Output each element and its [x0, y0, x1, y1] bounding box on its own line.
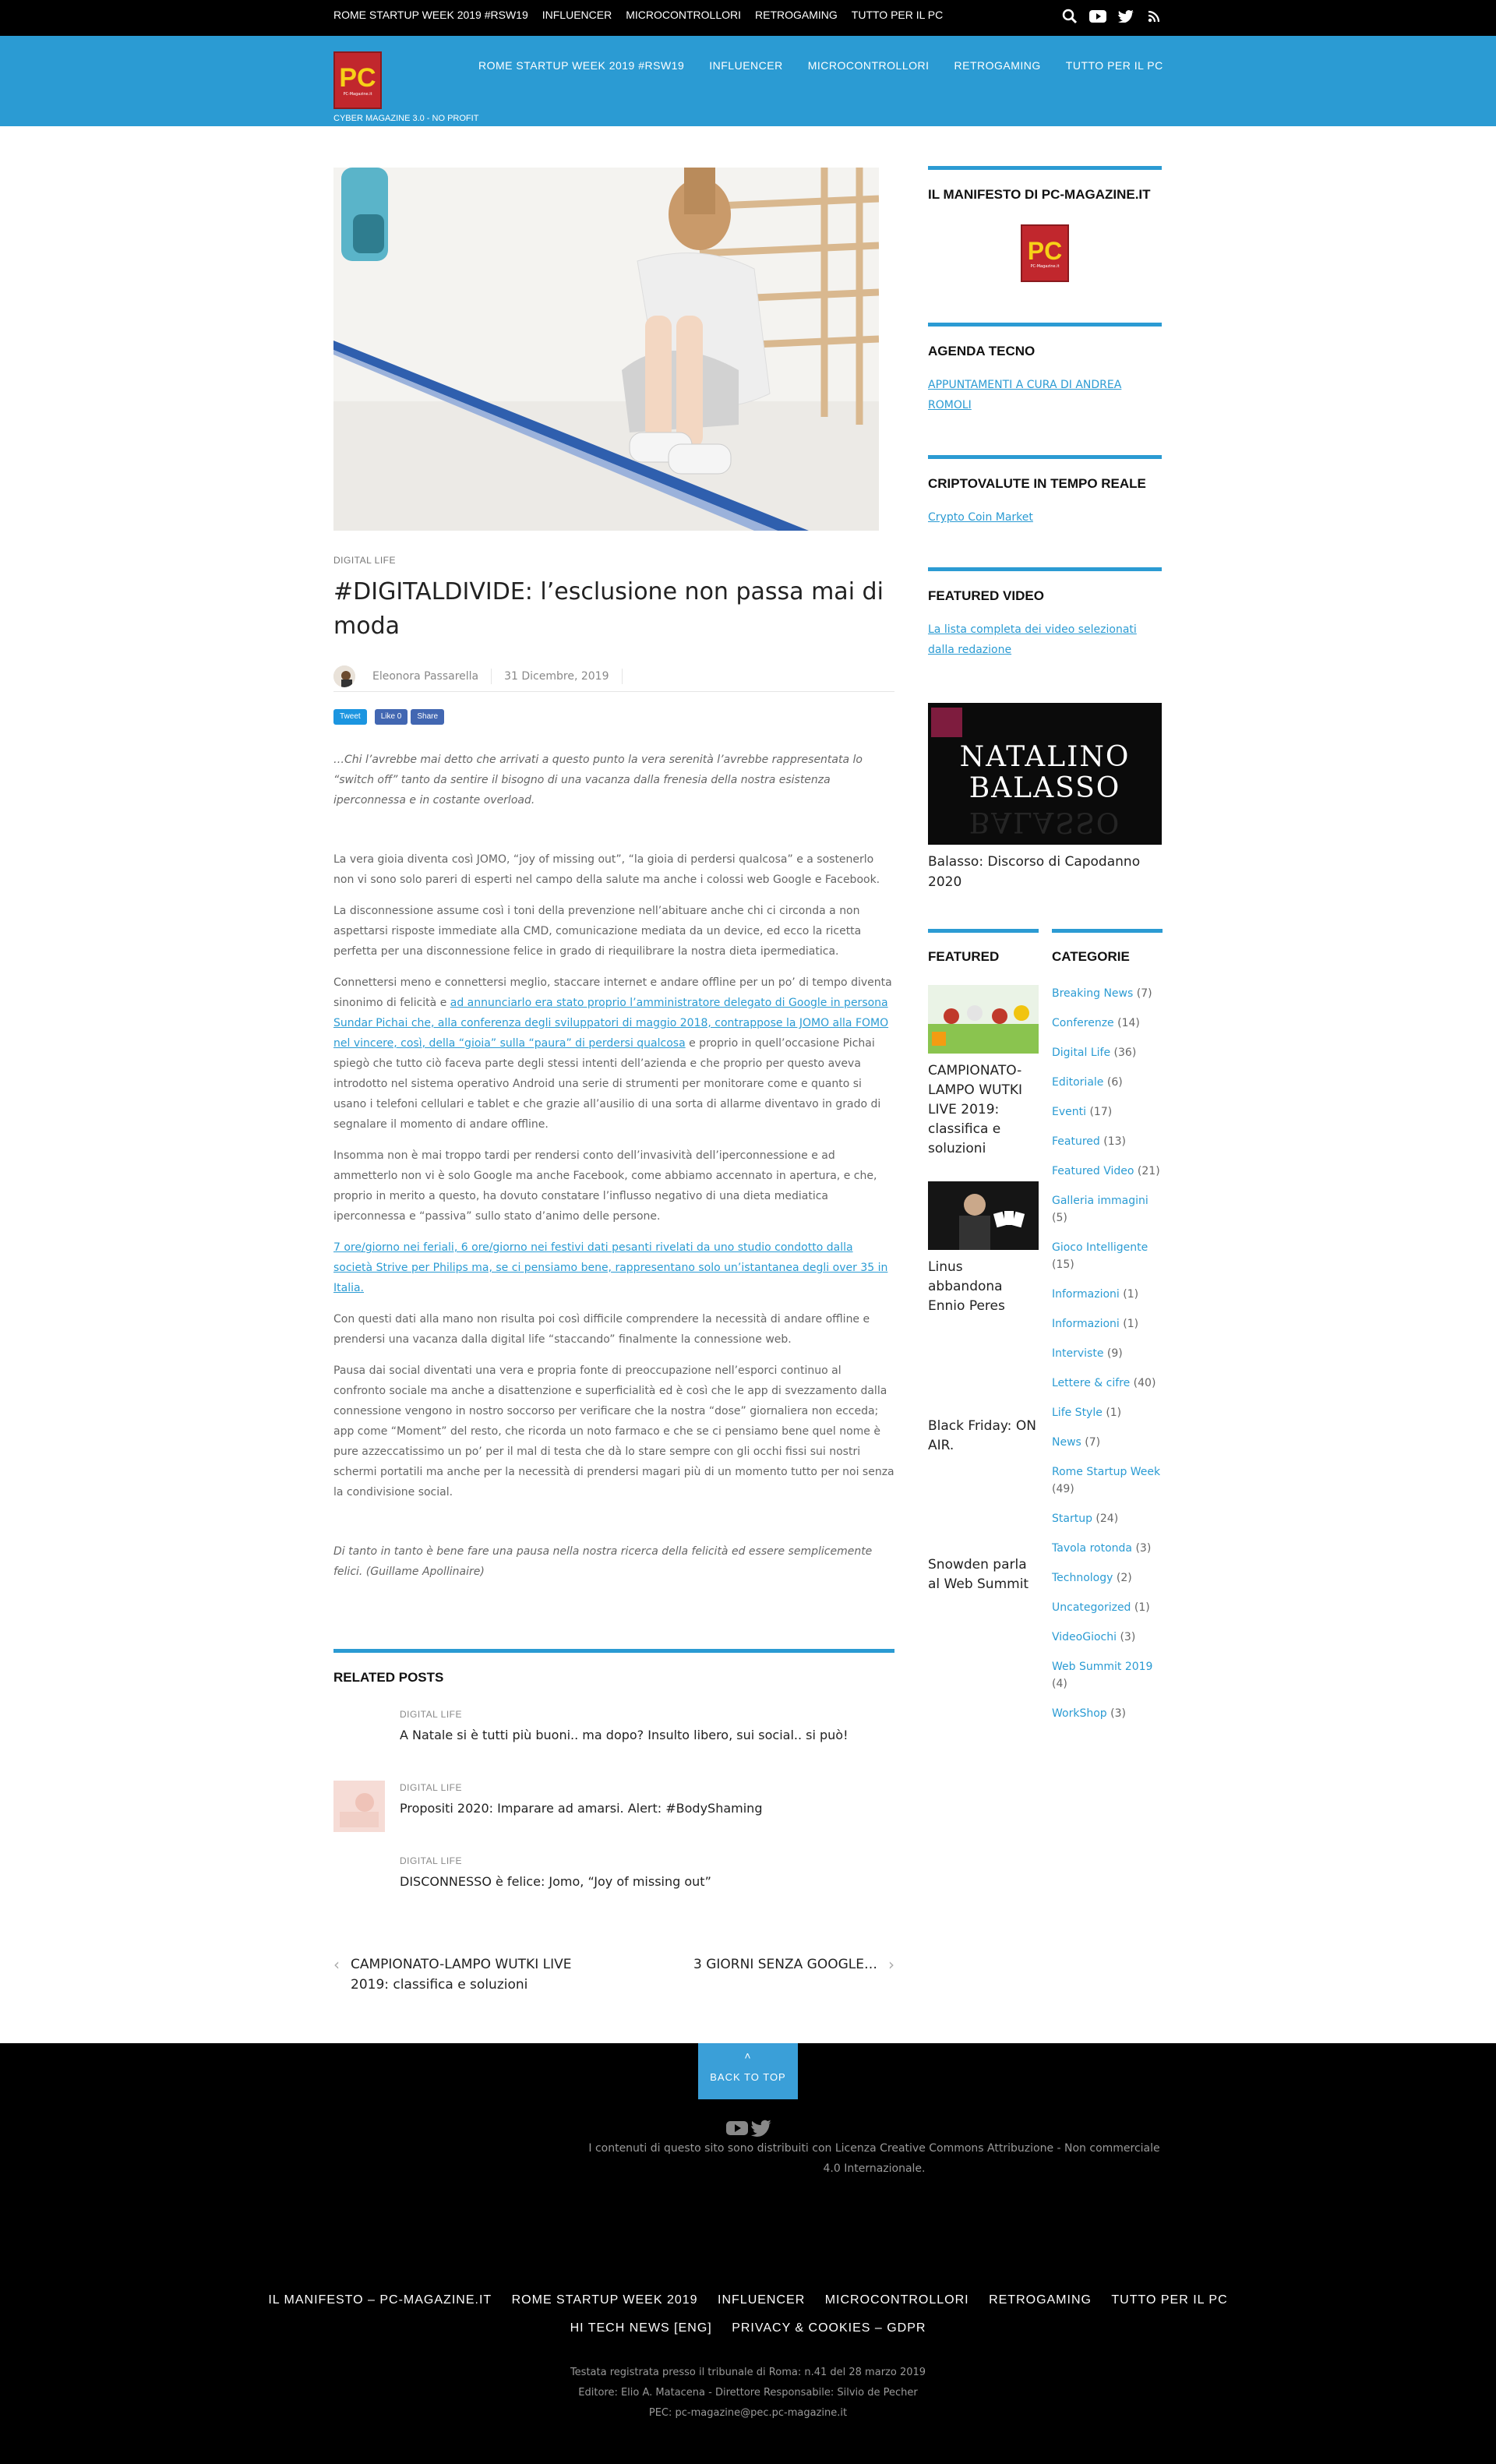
agenda-link[interactable]: APPUNTAMENTI A CURA DI ANDREA ROMOLI: [928, 379, 1122, 411]
crypto-link[interactable]: Crypto Coin Market: [928, 511, 1033, 524]
related-category[interactable]: DIGITAL LIFE: [400, 1782, 463, 1793]
logo-text: PC: [1027, 237, 1063, 265]
top-nav-item[interactable]: MICROCONTROLLORI: [626, 9, 742, 21]
tweet-button[interactable]: Tweet: [333, 709, 367, 725]
category-name[interactable]: Uncategorized: [1052, 1601, 1131, 1614]
top-icons: [1050, 8, 1163, 25]
footer-nav-item[interactable]: IL MANIFESTO – PC-MAGAZINE.IT: [268, 2293, 492, 2307]
featured-item-title[interactable]: Snowden parla al Web Summit: [928, 1557, 1029, 1592]
category-count: (1): [1123, 1288, 1139, 1301]
category-name[interactable]: Informazioni: [1052, 1318, 1120, 1330]
search-icon[interactable]: [1061, 8, 1078, 25]
category-count: (6): [1106, 1076, 1123, 1089]
video-thumb-line: BALASSO: [969, 806, 1121, 838]
category-name[interactable]: Startup: [1052, 1513, 1092, 1525]
category-item[interactable]: [1052, 1015, 1163, 1032]
category-name[interactable]: News: [1052, 1436, 1081, 1449]
category-item[interactable]: [1052, 985, 1163, 1002]
featured-item-title[interactable]: CAMPIONATO-LAMPO WUTKI LIVE 2019: classifica e soluzioni: [928, 1063, 1022, 1156]
category-count: (3): [1120, 1631, 1136, 1643]
categories-title: CATEGORIE: [1052, 949, 1130, 964]
share-buttons: [333, 709, 447, 725]
youtube-icon[interactable]: [1089, 8, 1106, 25]
category-count: (17): [1089, 1106, 1113, 1118]
paragraph-text: Connettersi meno e connettersi meglio, staccare internet e andare offline per un po’ di tempo diventa sinonimo di felicità e: [333, 976, 892, 1009]
featured-divider: [928, 929, 1039, 933]
category-item[interactable]: [1052, 1434, 1163, 1451]
category-item[interactable]: [1052, 1315, 1163, 1333]
top-nav: [333, 9, 957, 21]
article-meta: [333, 661, 894, 692]
category-item[interactable]: [1052, 1192, 1163, 1227]
category-item[interactable]: [1052, 1463, 1163, 1498]
article-category[interactable]: DIGITAL LIFE: [333, 555, 397, 566]
category-count: (4): [1052, 1678, 1067, 1690]
video-thumb-line: BALASSO: [969, 772, 1121, 804]
widget-crypto: [928, 455, 1162, 528]
next-post-title[interactable]: 3 GIORNI SENZA GOOGLE…: [693, 1957, 877, 1972]
category-count: (13): [1103, 1135, 1126, 1148]
article-intro: …Chi l’avrebbe mai detto che arrivati a questo punto la vera serenità l’avrebbe rappresentata lo “switch off” tanto da sentire il bisogno di una vacanza dalla frenesia della nostra esistenza iperconnessa e in costante overload.: [333, 754, 863, 807]
related-item[interactable]: [333, 1854, 894, 1908]
category-count: (1): [1123, 1318, 1139, 1330]
avatar: [333, 665, 355, 687]
site-footer: [0, 2043, 1496, 2464]
related-title[interactable]: A Natale si è tutti più buoni.. ma dopo? Insulto libero, sui social.. si può!: [400, 1728, 849, 1742]
google-article-link[interactable]: ad annunciarlo era stato proprio l’amministratore delegato di Google in persona Sundar Pichai che, alla conferenza degli sviluppatori di maggio 2018, contrappose la JOMO alla FOMO nel vincere, così, della “gioia” sulla “paura” di perdersi qualcosa: [333, 997, 889, 1050]
category-count: (9): [1106, 1347, 1123, 1360]
featured-thumbnail[interactable]: [928, 985, 1039, 1054]
category-count: (7): [1085, 1436, 1101, 1449]
category-item[interactable]: [1052, 1163, 1163, 1180]
footer-nav-item[interactable]: RETROGAMING: [989, 2293, 1092, 2307]
widget-title: FEATURED VIDEO: [928, 588, 1044, 603]
channel-badge: [931, 708, 962, 737]
main-nav-item[interactable]: ROME STARTUP WEEK 2019 #RSW19: [478, 59, 685, 72]
featured-title: FEATURED: [928, 949, 1000, 964]
article-paragraph: Con questi dati alla mano non risulta poi così difficile comprendere la necessità di andare offline e prendersi una vacanza dalla digital life “staccando” finalmente la connessione web.: [333, 1313, 870, 1346]
widget-featured-video: [928, 567, 1162, 660]
article-hero-image: [333, 168, 879, 531]
credit-line: PEC: pc-magazine@pec.pc-magazine.it: [648, 2407, 848, 2419]
featured-item-title[interactable]: Black Friday: ON AIR.: [928, 1418, 1036, 1453]
category-item[interactable]: [1052, 1345, 1163, 1362]
article-paragraph: Insomma non è mai troppo tardi per rendersi conto dell’invasività dell’iperconnessione e ad ammetterlo non vi è solo Google ma anche Facebook, come abbiamo accennato in apertura, e che, proprio in merito a questo, ha dovuto constatare l’influsso negativo di una dieta mediatica iperconnessa e “passiva” sullo stato d’animo delle persone.: [333, 1149, 877, 1223]
category-name[interactable]: Gioco Intelligente: [1052, 1241, 1148, 1254]
video-list-link[interactable]: La lista completa dei video selezionati dalla redazione: [928, 623, 1137, 656]
main-nav-item[interactable]: RETROGAMING: [954, 59, 1041, 72]
footer-nav-item[interactable]: TUTTO PER IL PC: [1111, 2293, 1228, 2307]
video-thumb-reflection: [928, 806, 1162, 837]
widget-title: CRIPTOVALUTE IN TEMPO REALE: [928, 476, 1146, 491]
widget-agenda: [928, 323, 1162, 415]
related-posts: [333, 1649, 894, 1889]
rss-icon[interactable]: [1145, 8, 1163, 25]
chevron-right-icon: ›: [888, 1955, 894, 1974]
top-nav-item[interactable]: INFLUENCER: [542, 9, 612, 21]
category-item[interactable]: [1052, 1705, 1163, 1722]
chevron-up-icon: ˄: [744, 2049, 752, 2062]
next-post-link[interactable]: [630, 1954, 894, 1975]
category-item[interactable]: [1052, 1239, 1163, 1273]
related-item[interactable]: [333, 1781, 894, 1835]
category-count: (36): [1113, 1047, 1137, 1059]
categories-divider: [1052, 929, 1163, 933]
related-title[interactable]: Propositi 2020: Imparare ad amarsi. Alert: #BodyShaming: [400, 1801, 763, 1816]
twitter-icon[interactable]: [1117, 8, 1134, 25]
video-thumb-line: NATALINO: [959, 741, 1131, 773]
category-count: (1): [1134, 1601, 1150, 1614]
related-thumbnail[interactable]: [333, 1781, 385, 1832]
category-name[interactable]: Interviste: [1052, 1347, 1104, 1360]
category-count: (49): [1052, 1483, 1074, 1495]
widget-title: IL MANIFESTO DI PC-MAGAZINE.IT: [928, 187, 1151, 202]
video-thumb-title: [928, 742, 1162, 804]
top-bar-inner: [333, 0, 1163, 36]
site-tagline: CYBER MAGAZINE 3.0 - NO PROFIT: [333, 114, 479, 123]
category-name[interactable]: Tavola rotonda: [1052, 1542, 1132, 1555]
related-category[interactable]: DIGITAL LIFE: [400, 1855, 463, 1866]
category-item[interactable]: [1052, 1599, 1163, 1616]
video-caption[interactable]: Balasso: Discorso di Capodanno 2020: [928, 854, 1141, 890]
category-item[interactable]: [1052, 1286, 1163, 1303]
facebook-share-button[interactable]: Share: [411, 709, 444, 725]
widget-manifesto: [928, 166, 1162, 282]
category-name[interactable]: Galleria immagini: [1052, 1195, 1148, 1207]
category-count: (15): [1052, 1258, 1074, 1271]
featured-item-title[interactable]: Linus abbandona Ennio Peres: [928, 1259, 1005, 1314]
category-name[interactable]: Rome Startup Week: [1052, 1466, 1161, 1478]
footer-nav-item[interactable]: HI TECH NEWS [ENG]: [570, 2321, 712, 2335]
youtube-icon[interactable]: [726, 2120, 748, 2140]
main-nav-item[interactable]: MICROCONTROLLORI: [807, 59, 930, 72]
top-nav-item[interactable]: ROME STARTUP WEEK 2019 #RSW19: [333, 9, 528, 21]
category-name[interactable]: Featured: [1052, 1135, 1100, 1148]
article-paragraph: Pausa dai social diventati una vera e propria fonte di preoccupazione nell’esporci continuo al confronto sociale ma anche a disattenzione e superficialità ed è così che le app di svezzamento dalla connessione vengono in nostro soccorso per verificare che la nostra “dose” giornaliera non ecceda; app come “Moment” del resto, che ricorda un noto farmaco e che se ci pensiamo bene quel nome è pure azzeccatissimo un po’ per il mal di testa che dà lo stare sempre con gli occhi fissi sui nostri schermi portatili ma anche per la necessità di prendersi magari più di un momento tutto per noi senza la condivisione social.: [333, 1364, 894, 1499]
chevron-left-icon: ‹: [333, 1955, 340, 1974]
category-item[interactable]: [1052, 1074, 1163, 1091]
category-name[interactable]: Technology: [1052, 1572, 1113, 1584]
category-count: (14): [1117, 1017, 1140, 1029]
main-nav-item[interactable]: TUTTO PER IL PC: [1065, 59, 1163, 72]
footer-credits: [0, 2363, 1496, 2423]
article-paragraph: La disconnessione assume così i toni della prevenzione nell’abituare anche chi ci circonda a non aspettarsi risposte immediate alla CMD, comunicazione mediata da un device, ed ecco la ricetta perfetta per una disconnessione felice in grado di riequilibrare la nostra dieta ipermediatica.: [333, 905, 862, 958]
article-quote: Di tanto in tanto è bene fare una pausa nella nostra ricerca della felicità ed essere semplicemente felici. (Guillame Apollinaire): [333, 1545, 873, 1578]
license-text: I contenuti di questo sito sono distribuiti con Licenza Creative Commons Attribuzione - Non commerciale 4.0 Internazionale.: [588, 2142, 1160, 2175]
footer-nav-row: [0, 2286, 1496, 2314]
facebook-like-button[interactable]: Like 0: [375, 709, 408, 725]
category-count: (5): [1052, 1212, 1067, 1224]
category-name[interactable]: Eventi: [1052, 1106, 1086, 1118]
article-paragraph: La vera gioia diventa così JOMO, “joy of missing out”, “la gioia di perdersi qualcosa” e a sostenerlo non vi sono solo pareri di esperti nel campo della salute ma anche i colossi web Google e Facebook.: [333, 853, 880, 886]
meta-divider: [622, 669, 623, 684]
article-author[interactable]: Eleonora Passarella: [372, 669, 479, 683]
category-name[interactable]: Editoriale: [1052, 1076, 1104, 1089]
video-thumbnail[interactable]: [928, 703, 1162, 845]
top-nav-item[interactable]: RETROGAMING: [755, 9, 838, 21]
logo-text: PC: [339, 63, 376, 93]
previous-post-title[interactable]: CAMPIONATO-LAMPO WUTKI LIVE 2019: classifica e soluzioni: [351, 1957, 572, 1993]
footer-nav-item[interactable]: PRIVACY & COOKIES – GDPR: [732, 2321, 926, 2335]
category-count: (1): [1106, 1407, 1122, 1419]
category-name[interactable]: VideoGiochi: [1052, 1631, 1117, 1643]
main-nav-item[interactable]: INFLUENCER: [709, 59, 783, 72]
philips-study-link[interactable]: 7 ore/giorno nei feriali, 6 ore/giorno nei festivi dati pesanti rivelati da uno studio condotto dalla società Strive per Philips ma, se ci pensiamo bene, rappresentano solo un’istantanea degli over 35 in Italia.: [333, 1241, 888, 1294]
category-name[interactable]: Life Style: [1052, 1407, 1103, 1419]
category-name[interactable]: Digital Life: [1052, 1047, 1111, 1059]
category-name[interactable]: Featured Video: [1052, 1165, 1134, 1177]
footer-nav: [0, 2286, 1496, 2342]
category-name[interactable]: Conferenze: [1052, 1017, 1114, 1029]
category-count: (3): [1110, 1707, 1126, 1720]
logo-subtext: PC-Magazine.it: [343, 92, 372, 97]
category-count: (2): [1116, 1572, 1132, 1584]
twitter-icon[interactable]: [751, 2120, 773, 2140]
category-item[interactable]: [1052, 1569, 1163, 1587]
top-bar: [0, 0, 1496, 36]
article-body: [333, 750, 894, 1593]
credit-line: Editore: Elio A. Matacena - Direttore Responsabile: Silvio de Pecher: [578, 2387, 918, 2399]
category-count: (3): [1135, 1542, 1152, 1555]
category-item[interactable]: [1052, 1510, 1163, 1527]
related-heading: RELATED POSTS: [333, 1670, 444, 1685]
footer-social-icons: [726, 2120, 776, 2140]
footer-nav-row: [0, 2314, 1496, 2342]
category-count: (40): [1133, 1377, 1156, 1389]
category-item[interactable]: [1052, 1103, 1163, 1121]
category-item[interactable]: [1052, 1658, 1163, 1693]
category-name[interactable]: Lettere & cifre: [1052, 1377, 1131, 1389]
category-name[interactable]: WorkShop: [1052, 1707, 1107, 1720]
site-logo[interactable]: [333, 51, 382, 109]
previous-post-link[interactable]: [333, 1954, 598, 1995]
category-name[interactable]: Breaking News: [1052, 987, 1134, 1000]
category-item[interactable]: [1052, 1540, 1163, 1557]
related-category[interactable]: DIGITAL LIFE: [400, 1709, 463, 1720]
category-item[interactable]: [1052, 1044, 1163, 1061]
paragraph-text: e proprio in quell’occasione Pichai spiegò che tutto ciò faceva parte degli stessi intenti dell’azienda e che proprio per questo aveva introdotto nel sistema operativo Android una serie di strumenti per monitorare come e quanto si usano i telefoni cellulari e tablet e che grazie all’ausilio di una sorta di allarme diventavo in grado di segnalare il momento di andare offline.: [333, 1037, 881, 1131]
article-title: #DIGITALDIVIDE: l’esclusione non passa mai di moda: [333, 578, 884, 640]
back-to-top-label: BACK TO TOP: [710, 2071, 786, 2083]
logo-subtext: PC-Magazine.it: [1030, 264, 1060, 269]
footer-nav-item[interactable]: MICROCONTROLLORI: [824, 2293, 969, 2307]
site-header: [0, 36, 1496, 126]
manifesto-logo[interactable]: [1021, 224, 1069, 282]
top-nav-item[interactable]: TUTTO PER IL PC: [851, 9, 944, 21]
article-paragraph: [333, 973, 894, 1135]
featured-thumbnail[interactable]: [928, 1181, 1039, 1250]
category-item[interactable]: [1052, 1375, 1163, 1392]
category-name[interactable]: Informazioni: [1052, 1288, 1120, 1301]
category-item[interactable]: [1052, 1404, 1163, 1421]
category-count: (7): [1136, 987, 1152, 1000]
footer-nav-item[interactable]: INFLUENCER: [718, 2293, 806, 2307]
footer-nav-item[interactable]: ROME STARTUP WEEK 2019: [511, 2293, 698, 2307]
credit-line: Testata registrata presso il tribunale di Roma: n.41 del 28 marzo 2019: [570, 2367, 926, 2378]
main-nav: [478, 59, 1188, 72]
categories-list: [1052, 985, 1163, 1735]
article-date: 31 Dicembre, 2019: [504, 669, 609, 683]
related-title[interactable]: DISCONNESSO è felice: Jomo, “Joy of missing out”: [400, 1874, 711, 1889]
category-count: (24): [1096, 1513, 1119, 1525]
category-count: (21): [1137, 1165, 1160, 1177]
category-item[interactable]: [1052, 1629, 1163, 1646]
back-to-top-button[interactable]: [698, 2043, 798, 2099]
meta-divider: [491, 669, 492, 684]
related-item[interactable]: [333, 1707, 894, 1762]
category-name[interactable]: Web Summit 2019: [1052, 1661, 1153, 1673]
widget-title: AGENDA TECNO: [928, 344, 1036, 358]
category-item[interactable]: [1052, 1133, 1163, 1150]
